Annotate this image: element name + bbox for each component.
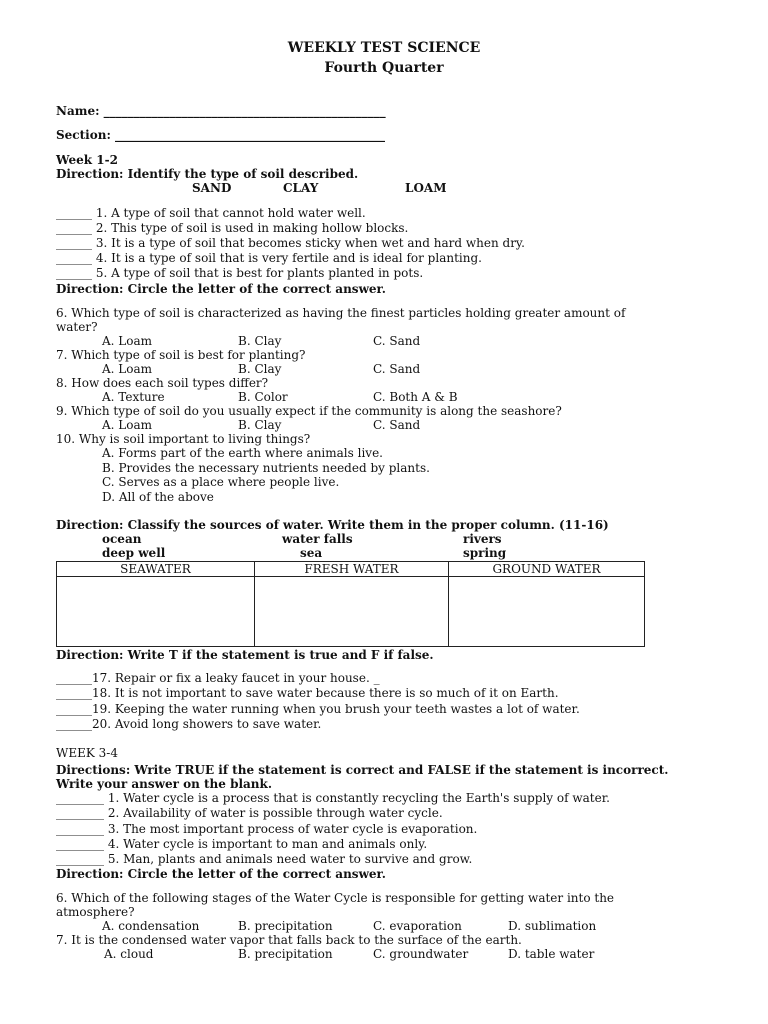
q6-option-c: C. Sand bbox=[373, 334, 421, 348]
w34-q7-text: 7. It is the condensed water vapor that falls back to the surface of the earth. bbox=[56, 933, 522, 947]
q9-option-b: B. Clay bbox=[238, 418, 282, 432]
week12-direction-true-false: Direction: Write T if the statement is true and F if false. bbox=[56, 648, 434, 662]
cycle-item-4: ________ 4. Water cycle is important to man and animals only. bbox=[56, 837, 428, 851]
soil-item-5: ______ 5. A type of soil that is best for plants planted in pots. bbox=[56, 266, 424, 280]
q10-option-a: A. Forms part of the earth where animals live. bbox=[102, 446, 383, 460]
page-title: WEEKLY TEST SCIENCE bbox=[287, 40, 481, 56]
q8-text: 8. How does each soil types differ? bbox=[56, 376, 269, 390]
answer-cell-fresh-water[interactable] bbox=[255, 577, 449, 647]
soil-choice-loam: LOAM bbox=[405, 181, 447, 195]
q10-option-b: B. Provides the necessary nutrients needed by plants. bbox=[102, 461, 430, 475]
week12-direction-identify: Direction: Identify the type of soil described. bbox=[56, 167, 359, 181]
page-subtitle: Fourth Quarter bbox=[324, 60, 444, 76]
w34-q6-text-line2: atmosphere? bbox=[56, 905, 135, 919]
soil-item-1: ______ 1. A type of soil that cannot hold water well. bbox=[56, 206, 366, 220]
week12-direction-classify: Direction: Classify the sources of water. Write them in the proper column. (11-16) bbox=[56, 518, 609, 532]
w34-q7-option-b: B. precipitation bbox=[238, 947, 333, 961]
water-source-rivers: rivers bbox=[463, 532, 502, 546]
tf-item-17: ______17. Repair or fix a leaky faucet in your house. _ bbox=[56, 671, 380, 685]
q7-text: 7. Which type of soil is best for planting? bbox=[56, 348, 306, 362]
q6-option-a: A. Loam bbox=[102, 334, 153, 348]
answer-cell-ground-water[interactable] bbox=[449, 577, 645, 647]
week12-direction-circle: Direction: Circle the letter of the correct answer. bbox=[56, 282, 386, 296]
q10-option-d: D. All of the above bbox=[102, 490, 214, 504]
water-source-spring: spring bbox=[463, 546, 507, 560]
week34-direction-line2: Write your answer on the blank. bbox=[56, 777, 273, 791]
name-field: Name: _______________________________________________ bbox=[56, 104, 386, 118]
answer-cell-seawater[interactable] bbox=[57, 577, 255, 647]
q7-option-b: B. Clay bbox=[238, 362, 282, 376]
q9-option-a: A. Loam bbox=[102, 418, 153, 432]
soil-item-3: ______ 3. It is a type of soil that becomes sticky when wet and hard when dry. bbox=[56, 236, 525, 250]
tf-item-18: ______18. It is not important to save water because there is so much of it on Earth. bbox=[56, 686, 559, 700]
section-field: Section: _____________________________________________ bbox=[56, 128, 386, 142]
week34-direction-circle: Direction: Circle the letter of the correct answer. bbox=[56, 867, 386, 881]
water-source-sea: sea bbox=[300, 546, 323, 560]
water-classification-table bbox=[56, 561, 645, 647]
tf-item-19: ______19. Keeping the water running when you brush your teeth wastes a lot of water. bbox=[56, 702, 580, 716]
column-header-seawater: SEAWATER bbox=[57, 562, 255, 577]
q6-option-b: B. Clay bbox=[238, 334, 282, 348]
soil-item-4: ______ 4. It is a type of soil that is very fertile and is ideal for planting. bbox=[56, 251, 482, 265]
w34-q6-option-a: A. condensation bbox=[102, 919, 200, 933]
q9-option-c: C. Sand bbox=[373, 418, 421, 432]
week12-label: Week 1-2 bbox=[56, 153, 118, 167]
q8-option-c: C. Both A & B bbox=[373, 390, 458, 404]
cycle-item-5: ________ 5. Man, plants and animals need water to survive and grow. bbox=[56, 852, 473, 866]
week34-direction-line1: Directions: Write TRUE if the statement is correct and FALSE if the statement is incorrect. bbox=[56, 763, 669, 777]
w34-q6-option-b: B. precipitation bbox=[238, 919, 333, 933]
q7-option-c: C. Sand bbox=[373, 362, 421, 376]
q8-option-b: B. Color bbox=[238, 390, 288, 404]
q10-text: 10. Why is soil important to living things? bbox=[56, 432, 311, 446]
tf-item-20: ______20. Avoid long showers to save water. bbox=[56, 717, 322, 731]
q6-text-line2: water? bbox=[56, 320, 98, 334]
q7-option-a: A. Loam bbox=[102, 362, 153, 376]
water-source-ocean: ocean bbox=[102, 532, 142, 546]
week34-label: WEEK 3-4 bbox=[56, 746, 118, 760]
w34-q6-option-c: C. evaporation bbox=[373, 919, 462, 933]
q10-option-c: C. Serves as a place where people live. bbox=[102, 475, 340, 489]
soil-choice-sand: SAND bbox=[192, 181, 232, 195]
column-header-ground-water: GROUND WATER bbox=[449, 562, 645, 577]
cycle-item-1: ________ 1. Water cycle is a process that is constantly recycling the Earth's supply of water. bbox=[56, 791, 610, 805]
cycle-item-3: ________ 3. The most important process of water cycle is evaporation. bbox=[56, 822, 478, 836]
cycle-item-2: ________ 2. Availability of water is possible through water cycle. bbox=[56, 806, 443, 820]
w34-q6-text-line1: 6. Which of the following stages of the Water Cycle is responsible for getting water into the bbox=[56, 891, 615, 905]
w34-q6-option-d: D. sublimation bbox=[508, 919, 597, 933]
soil-choice-clay: CLAY bbox=[283, 181, 319, 195]
soil-item-2: ______ 2. This type of soil is used in making hollow blocks. bbox=[56, 221, 409, 235]
water-source-deep-well: deep well bbox=[102, 546, 166, 560]
water-source-water-falls: water falls bbox=[282, 532, 353, 546]
q6-text-line1: 6. Which type of soil is characterized as having the finest particles holding greater amount of bbox=[56, 306, 626, 320]
column-header-fresh-water: FRESH WATER bbox=[255, 562, 449, 577]
q9-text: 9. Which type of soil do you usually expect if the community is along the seashore? bbox=[56, 404, 562, 418]
w34-q7-option-c: C. groundwater bbox=[373, 947, 469, 961]
w34-q7-option-a: A. cloud bbox=[104, 947, 154, 961]
q8-option-a: A. Texture bbox=[102, 390, 165, 404]
w34-q7-option-d: D. table water bbox=[508, 947, 595, 961]
